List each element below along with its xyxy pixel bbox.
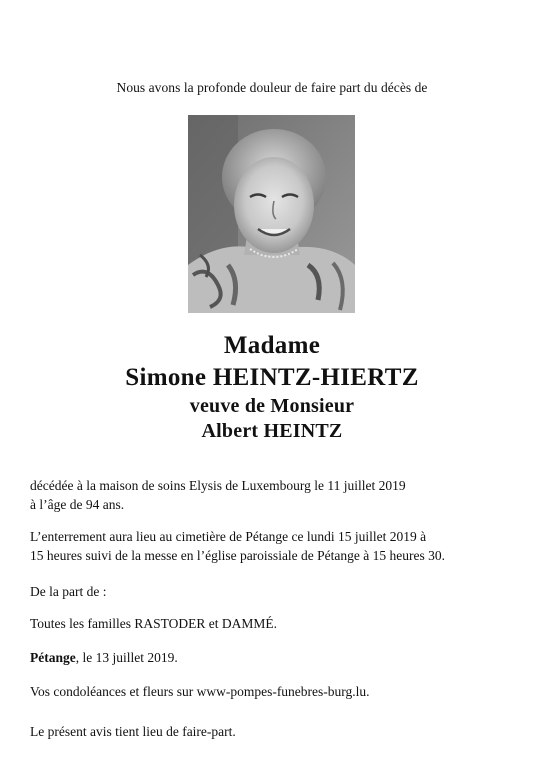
deceased-name-block	[0, 330, 544, 444]
death-line-2: à l’âge de 94 ans.	[30, 497, 125, 512]
portrait-image	[188, 115, 355, 313]
spouse-name: Albert HEINTZ	[201, 420, 343, 442]
funeral-details	[30, 527, 530, 565]
place-name: Pétange	[30, 650, 76, 665]
death-details	[30, 476, 530, 514]
notice-text: Le présent avis tient lieu de faire-part.	[30, 724, 236, 739]
funeral-line-1: L’enterrement aura lieu au cimetière de Pétange ce lundi 15 juillet 2019 à	[30, 529, 427, 544]
intro-text: Nous avons la profonde douleur de faire part du décès de	[116, 80, 428, 95]
condolences-text: Vos condoléances et fleurs sur www-pompes-funebres-burg.lu.	[30, 684, 370, 699]
honorific: Madame	[223, 332, 321, 359]
families-text: Toutes les familles RASTODER et DAMMÉ.	[30, 616, 278, 631]
from-label: De la part de :	[30, 584, 107, 599]
deceased-name: Simone HEINTZ-HIERTZ	[125, 364, 419, 391]
death-line-1: décédée à la maison de soins Elysis de Luxembourg le 11 juillet 2019	[30, 478, 406, 493]
widow-of-label: veuve de Monsieur	[189, 395, 355, 417]
funeral-line-2: 15 heures suivi de la messe en l’église paroissiale de Pétange à 15 heures 30.	[30, 548, 445, 563]
place-date	[30, 648, 530, 667]
portrait-photo	[188, 115, 355, 313]
date-text: , le 13 juillet 2019.	[75, 650, 178, 665]
